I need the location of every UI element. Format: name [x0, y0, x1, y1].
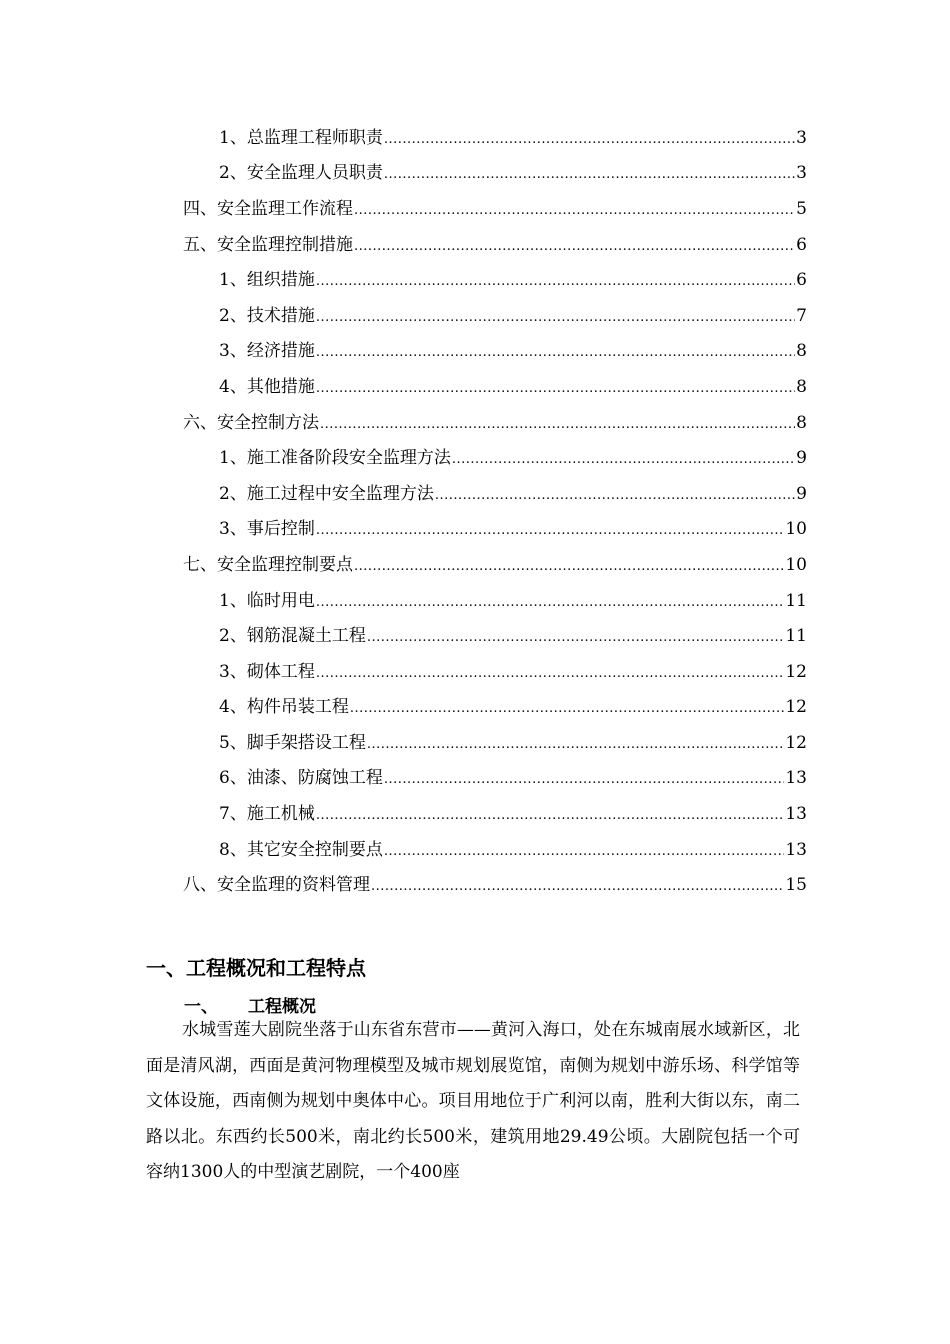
toc-leader-dots — [384, 840, 785, 860]
toc-entry-page: 9 — [796, 483, 807, 504]
toc-entry-title: 2、安全监理人员职责 — [219, 163, 383, 184]
toc-leader-dots — [316, 519, 785, 539]
toc-entry-page: 11 — [785, 626, 807, 647]
toc-leader-dots — [384, 128, 795, 148]
toc-entry[interactable] — [0, 796, 950, 832]
toc-entry-title: 七、安全监理控制要点 — [183, 554, 353, 575]
toc-entry[interactable] — [0, 690, 950, 726]
toc-entry-title: 1、总监理工程师职责 — [219, 127, 383, 148]
toc-entry[interactable] — [0, 761, 950, 797]
toc-entry-title: 4、其他措施 — [219, 376, 315, 397]
toc-leader-dots — [316, 804, 785, 824]
toc-entry-title: 2、钢筋混凝土工程 — [219, 626, 366, 647]
toc-leader-dots — [367, 626, 785, 646]
toc-entry-title: 8、其它安全控制要点 — [219, 839, 383, 860]
toc-entry-page: 9 — [796, 448, 807, 469]
toc-entry[interactable] — [0, 191, 950, 227]
toc-leader-dots — [384, 163, 795, 183]
toc-entry-page: 6 — [796, 270, 807, 291]
toc-entry-page: 8 — [796, 376, 807, 397]
toc-entry-page: 3 — [796, 163, 807, 184]
toc-entry-title: 六、安全控制方法 — [183, 412, 319, 433]
toc-entry-page: 10 — [785, 554, 807, 575]
toc-entry-title: 1、临时用电 — [219, 590, 315, 611]
toc-entry-title: 1、施工准备阶段安全监理方法 — [219, 448, 451, 469]
toc-entry-page: 10 — [785, 519, 807, 540]
toc-entry-page: 11 — [785, 590, 807, 611]
toc-entry[interactable] — [0, 512, 950, 548]
table-of-contents — [0, 120, 950, 903]
toc-entry[interactable] — [0, 405, 950, 441]
subsection-number: 一、 — [184, 997, 218, 1017]
toc-leader-dots — [354, 235, 795, 255]
toc-entry-title: 6、油漆、防腐蚀工程 — [219, 768, 383, 789]
toc-entry-page: 13 — [785, 768, 807, 789]
toc-entry[interactable] — [0, 867, 950, 903]
toc-entry-title: 八、安全监理的资料管理 — [183, 875, 370, 896]
toc-entry-title: 2、施工过程中安全监理方法 — [219, 483, 434, 504]
toc-entry-title: 五、安全监理控制措施 — [183, 234, 353, 255]
toc-leader-dots — [371, 875, 784, 895]
toc-entry-title: 3、经济措施 — [219, 341, 315, 362]
toc-entry-title: 4、构件吊装工程 — [219, 697, 349, 718]
toc-entry[interactable] — [0, 618, 950, 654]
toc-entry-page: 6 — [796, 234, 807, 255]
toc-entry-page: 8 — [796, 412, 807, 433]
body-text: 水城雪莲大剧院坐落于山东省东营市——黄河入海口，处在东城南展水域新区，北面是清风湖，西面是黄河物理模型及城市规划展览馆，南侧为规划中游乐场、科学馆等文体设施，西南侧为规划中奥体中心。项目用地位于广利河以南，胜利大街以东，南二路以北。东西约长500米，南北约长500米，建筑用地29.49公顷。大剧院包括一个可容纳1300人的中型演艺剧院，一个400座 — [146, 1020, 800, 1183]
toc-entry-page: 13 — [785, 839, 807, 860]
toc-entry[interactable] — [0, 725, 950, 761]
toc-leader-dots — [367, 733, 785, 753]
toc-entry[interactable] — [0, 476, 950, 512]
toc-leader-dots — [435, 484, 795, 504]
subsection-title: 工程概况 — [248, 997, 316, 1017]
toc-entry[interactable] — [0, 262, 950, 298]
toc-entry-page: 5 — [796, 198, 807, 219]
toc-entry-page: 7 — [796, 305, 807, 326]
toc-leader-dots — [384, 768, 785, 788]
toc-leader-dots — [354, 555, 784, 575]
toc-entry[interactable] — [0, 547, 950, 583]
toc-entry-page: 3 — [796, 127, 807, 148]
toc-entry-title: 5、脚手架搭设工程 — [219, 732, 366, 753]
toc-leader-dots — [316, 662, 785, 682]
toc-entry-page: 12 — [785, 732, 807, 753]
toc-entry-title: 7、施工机械 — [219, 804, 315, 825]
toc-entry-title: 1、组织措施 — [219, 270, 315, 291]
toc-entry-title: 3、砌体工程 — [219, 661, 315, 682]
toc-entry[interactable] — [0, 440, 950, 476]
toc-entry-page: 8 — [796, 341, 807, 362]
toc-entry[interactable] — [0, 654, 950, 690]
section-heading: 一、工程概况和工程特点 — [146, 956, 366, 980]
toc-leader-dots — [316, 270, 795, 290]
toc-entry[interactable] — [0, 334, 950, 370]
toc-entry[interactable] — [0, 583, 950, 619]
toc-leader-dots — [354, 199, 795, 219]
toc-entry[interactable] — [0, 298, 950, 334]
toc-entry[interactable] — [0, 832, 950, 868]
toc-entry[interactable] — [0, 156, 950, 192]
toc-entry-page: 12 — [785, 661, 807, 682]
toc-entry[interactable] — [0, 227, 950, 263]
body-paragraph — [146, 1013, 800, 1191]
toc-leader-dots — [452, 448, 795, 468]
toc-entry-title: 3、事后控制 — [219, 519, 315, 540]
toc-entry[interactable] — [0, 120, 950, 156]
toc-leader-dots — [316, 341, 795, 361]
toc-leader-dots — [316, 591, 785, 611]
toc-entry-page: 15 — [785, 875, 807, 896]
toc-entry[interactable] — [0, 369, 950, 405]
toc-leader-dots — [320, 413, 795, 433]
toc-leader-dots — [316, 377, 795, 397]
toc-entry-title: 四、安全监理工作流程 — [183, 198, 353, 219]
toc-leader-dots — [316, 306, 795, 326]
toc-entry-title: 2、技术措施 — [219, 305, 315, 326]
toc-leader-dots — [350, 697, 785, 717]
toc-entry-page: 13 — [785, 804, 807, 825]
toc-entry-page: 12 — [785, 697, 807, 718]
